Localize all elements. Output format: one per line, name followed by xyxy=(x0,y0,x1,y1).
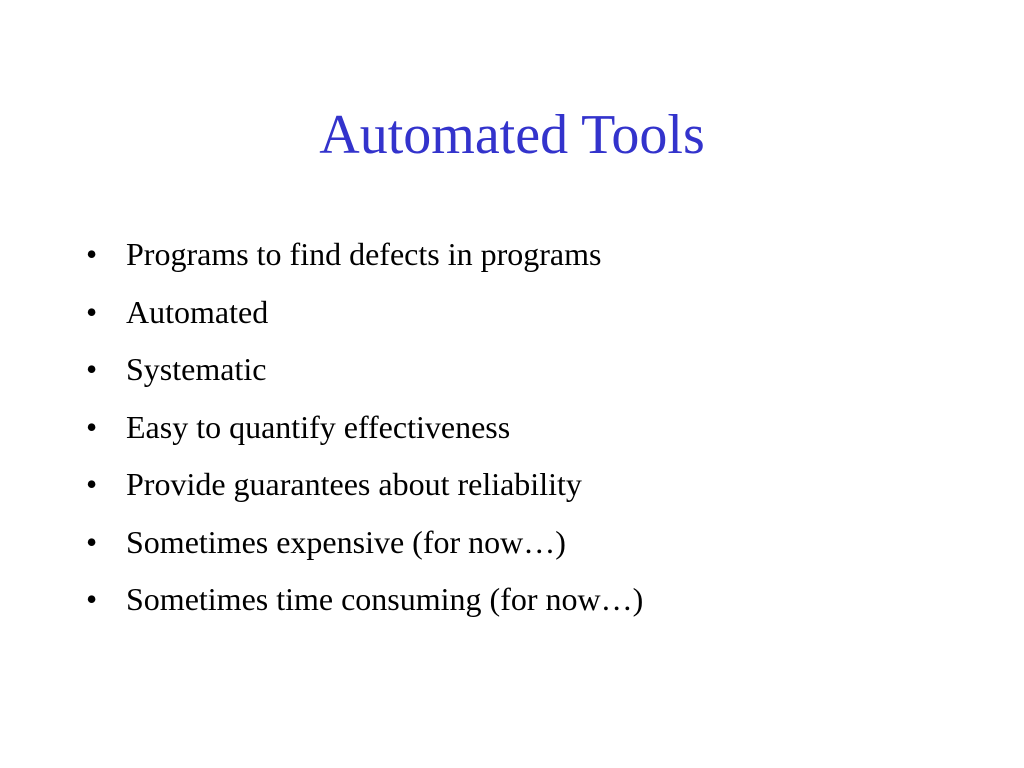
bullet-icon: • xyxy=(86,581,98,617)
bullet-text: Easy to quantify effectiveness xyxy=(126,408,511,445)
bullet-icon: • xyxy=(86,523,98,560)
bullet-text: Sometimes time consuming (for now…) xyxy=(126,581,644,617)
bullet-text: Automated xyxy=(126,293,269,330)
bullet-icon: • xyxy=(86,351,98,387)
bullet-icon: • xyxy=(86,466,98,502)
bullet-text: Programs to find defects in programs xyxy=(126,236,602,272)
bullet-icon: • xyxy=(86,293,98,330)
bullet-text: Systematic xyxy=(126,351,267,387)
bullet-icon: • xyxy=(86,408,98,445)
bullet-text: Provide guarantees about reliability xyxy=(126,466,582,502)
bullet-text: Sometimes expensive (for now…) xyxy=(126,523,566,560)
bullet-icon: • xyxy=(86,236,98,272)
slide-title: Automated Tools xyxy=(319,104,705,166)
